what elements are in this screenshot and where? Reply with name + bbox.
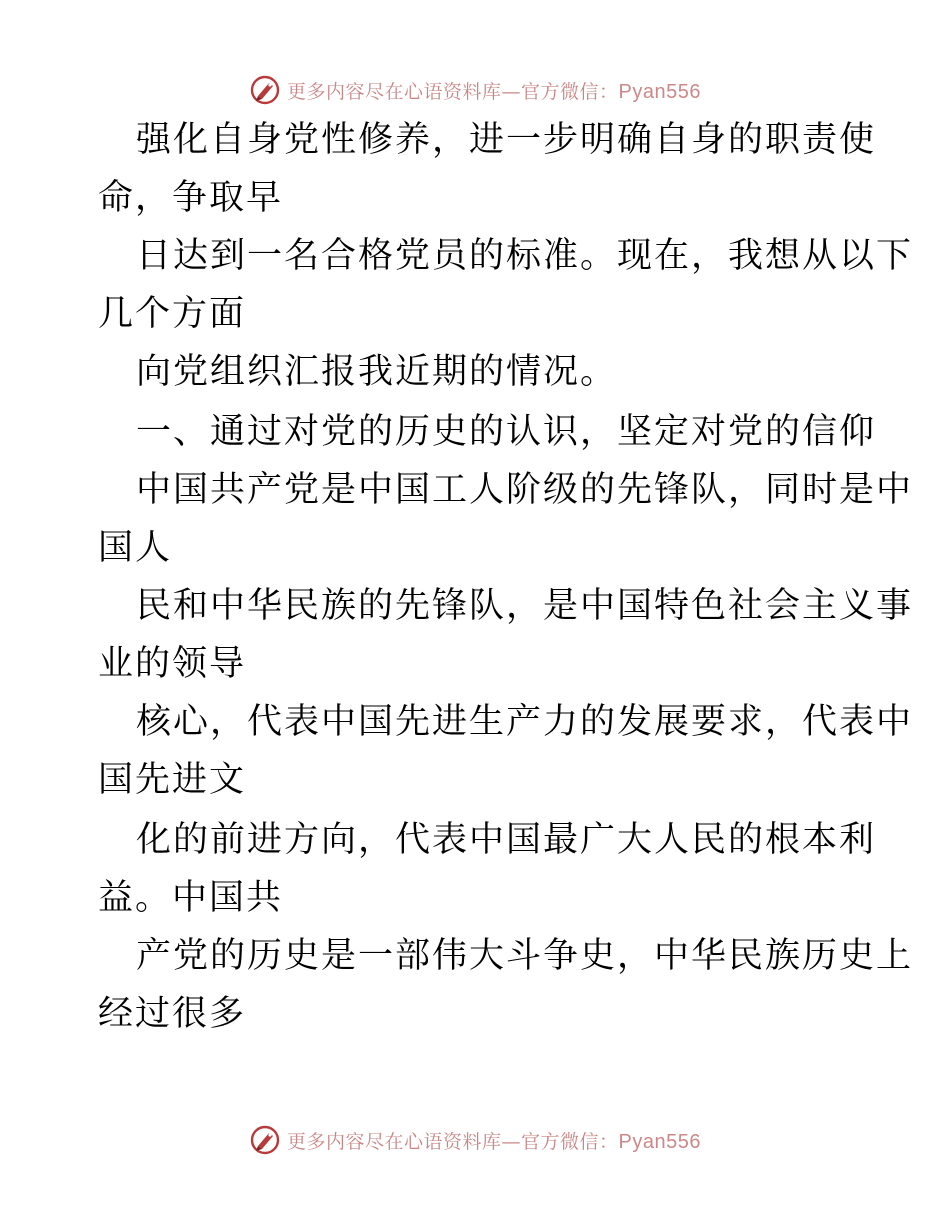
- paragraph-line: 业的领导: [98, 644, 247, 684]
- paragraph-line: 产党的历史是一部伟大斗争史，中华民族历史上: [136, 936, 914, 976]
- paragraph-line: 国人: [98, 528, 173, 568]
- paragraph-line: 国先进文: [98, 760, 247, 800]
- paragraph-line: 经过很多: [98, 994, 247, 1034]
- paragraph-line: 向党组织汇报我近期的情况。: [136, 352, 618, 392]
- header-banner-text: 更多内容尽在心语资料库—官方微信：Pyan556: [287, 80, 701, 103]
- paragraph-line: 几个方面: [98, 294, 247, 334]
- paragraph-line: 命，争取早: [98, 178, 284, 218]
- footer-banner: [0, 1120, 950, 1160]
- paragraph-line: 强化自身党性修养，进一步明确自身的职责使: [136, 120, 877, 160]
- paragraph-line: 日达到一名合格党员的标准。现在，我想从以下: [136, 236, 914, 276]
- paragraph-line: 益。中国共: [98, 878, 284, 918]
- header-banner: [0, 70, 950, 110]
- paragraph-line: 化的前进方向，代表中国最广大人民的根本利: [136, 820, 877, 860]
- pen-logo-icon: [249, 1124, 281, 1156]
- paragraph-line: 核心，代表中国先进生产力的发展要求，代表中: [136, 702, 914, 742]
- header-wechat-id: Pyan556: [618, 80, 701, 103]
- footer-banner-text: 更多内容尽在心语资料库—官方微信：Pyan556: [287, 1130, 701, 1153]
- footer-wechat-id: Pyan556: [618, 1130, 701, 1153]
- pen-logo-icon: [249, 74, 281, 106]
- paragraph-line: 民和中华民族的先锋队，是中国特色社会主义事: [136, 586, 914, 626]
- paragraph-line: 中国共产党是中国工人阶级的先锋队，同时是中: [136, 470, 914, 510]
- section-heading: 一、通过对党的历史的认识，坚定对党的信仰: [136, 412, 877, 452]
